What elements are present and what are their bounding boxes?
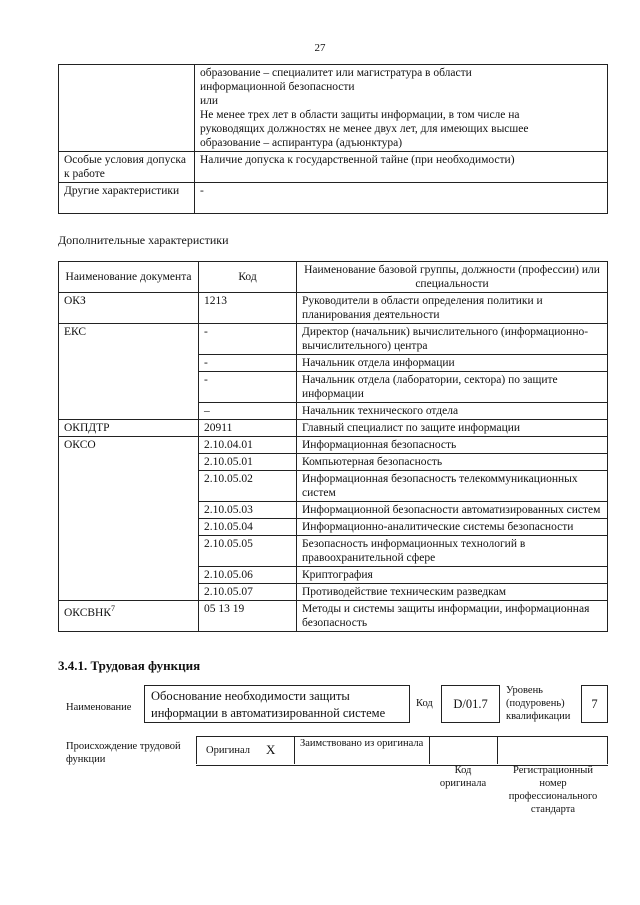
code-cell: 2.10.05.02	[199, 471, 297, 502]
additional-title: Дополнительные характеристики	[58, 233, 229, 247]
code-cell: 2.10.05.07	[199, 584, 297, 601]
code-cell: -	[199, 324, 297, 355]
code-cell: 2.10.05.06	[199, 567, 297, 584]
name-cell: Директор (начальник) вычислительного (информационно-вычислительного) центра	[297, 324, 608, 355]
code-cell: 2.10.05.03	[199, 502, 297, 519]
name-cell: Начальник отдела информации	[297, 355, 608, 372]
req-value	[195, 65, 608, 152]
footnote-mark: 7	[111, 604, 116, 613]
col-header-code: Код	[199, 262, 297, 293]
origin-divider	[294, 736, 295, 764]
code-cell: 2.10.05.04	[199, 519, 297, 536]
table-row	[59, 420, 608, 437]
req-line: руководящих должностях не менее двух лет, для имеющих высшее	[200, 123, 529, 135]
name-cell: Безопасность информационных технологий в правоохранительной сфере	[297, 536, 608, 567]
function-name-label: Наименование	[66, 702, 132, 713]
req-value: -	[195, 183, 608, 214]
code-cell: 05 13 19	[199, 601, 297, 632]
doc-cell: ОКЗ	[59, 293, 199, 324]
table-row	[59, 183, 608, 214]
origin-divider	[497, 736, 498, 764]
origin-original-label: Оригинал	[206, 745, 250, 756]
name-cell: Методы и системы защиты информации, информационная безопасность	[297, 601, 608, 632]
code-cell: 1213	[199, 293, 297, 324]
table-row	[59, 152, 608, 183]
name-cell: Начальник отдела (лаборатории, сектора) по защите информации	[297, 372, 608, 403]
req-line: Не менее трех лет в области защиты информации, в том числе на	[200, 109, 520, 121]
header-row	[59, 262, 608, 293]
name-cell: Компьютерная безопасность	[297, 454, 608, 471]
function-code-label: Код	[416, 698, 433, 709]
origin-reg-caption: Регистрационный номер профессионального стандарта	[508, 765, 598, 815]
table-row	[59, 324, 608, 355]
name-cell: Информационная безопасность телекоммуникационных систем	[297, 471, 608, 502]
code-cell: 20911	[199, 420, 297, 437]
req-value: Наличие допуска к государственной тайне (при необходимости)	[195, 152, 608, 183]
code-cell: -	[199, 355, 297, 372]
section-title: 3.4.1. Трудовая функция	[58, 658, 201, 673]
code-cell: –	[199, 403, 297, 420]
req-label	[59, 65, 195, 152]
name-cell: Противодействие техническим разведкам	[297, 584, 608, 601]
name-cell: Криптография	[297, 567, 608, 584]
origin-divider	[607, 736, 608, 764]
req-label: Другие характеристики	[59, 183, 195, 214]
col-header-name: Наименование базовой группы, должности (профессии) или специальности	[297, 262, 608, 293]
requirements-table	[58, 64, 608, 214]
req-line: образование – специалитет или магистратура в области	[200, 67, 472, 79]
req-line: образование – аспирантура (адъюнктура)	[200, 137, 403, 149]
name-cell: Информационная безопасность	[297, 437, 608, 454]
code-cell: 2.10.05.01	[199, 454, 297, 471]
name-cell: Информационной безопасности автоматизированных систем	[297, 502, 608, 519]
code-cell: -	[199, 372, 297, 403]
function-level-label: Уровень (подуровень) квалификации	[506, 685, 571, 722]
origin-divider	[429, 736, 430, 764]
table-row	[59, 293, 608, 324]
req-line: или	[200, 95, 219, 107]
table-row	[59, 437, 608, 454]
function-code-value: D/01.7	[441, 685, 500, 723]
code-cell: 2.10.04.01	[199, 437, 297, 454]
additional-table	[58, 261, 608, 632]
doc-cell: ЕКС	[59, 324, 199, 420]
name-cell: Начальник технического отдела	[297, 403, 608, 420]
doc-cell: ОКПДТР	[59, 420, 199, 437]
doc-name: ОКСВНК	[64, 606, 112, 619]
origin-original-mark: X	[266, 742, 276, 757]
req-label: Особые условия допуска к работе	[59, 152, 195, 183]
page-number: 27	[314, 42, 326, 54]
code-cell: 2.10.05.05	[199, 536, 297, 567]
doc-cell	[59, 601, 199, 632]
req-line: информационной безопасности	[200, 81, 355, 93]
col-header-document: Наименование документа	[59, 262, 199, 293]
origin-borrowed-label: Заимствовано из оригинала	[300, 738, 424, 749]
doc-cell: ОКСО	[59, 437, 199, 601]
name-cell: Информационно-аналитические системы безопасности	[297, 519, 608, 536]
name-cell: Главный специалист по защите информации	[297, 420, 608, 437]
function-level-value: 7	[581, 685, 608, 723]
origin-label: Происхождение трудовой функции	[66, 741, 181, 765]
table-row	[59, 65, 608, 152]
function-name-value: Обоснование необходимости защиты информации в автоматизированной системе	[144, 685, 410, 723]
name-cell: Руководители в области определения политики и планирования деятельности	[297, 293, 608, 324]
origin-code-caption: Код оригинала	[439, 765, 487, 789]
origin-divider	[196, 736, 197, 764]
table-row	[59, 601, 608, 632]
